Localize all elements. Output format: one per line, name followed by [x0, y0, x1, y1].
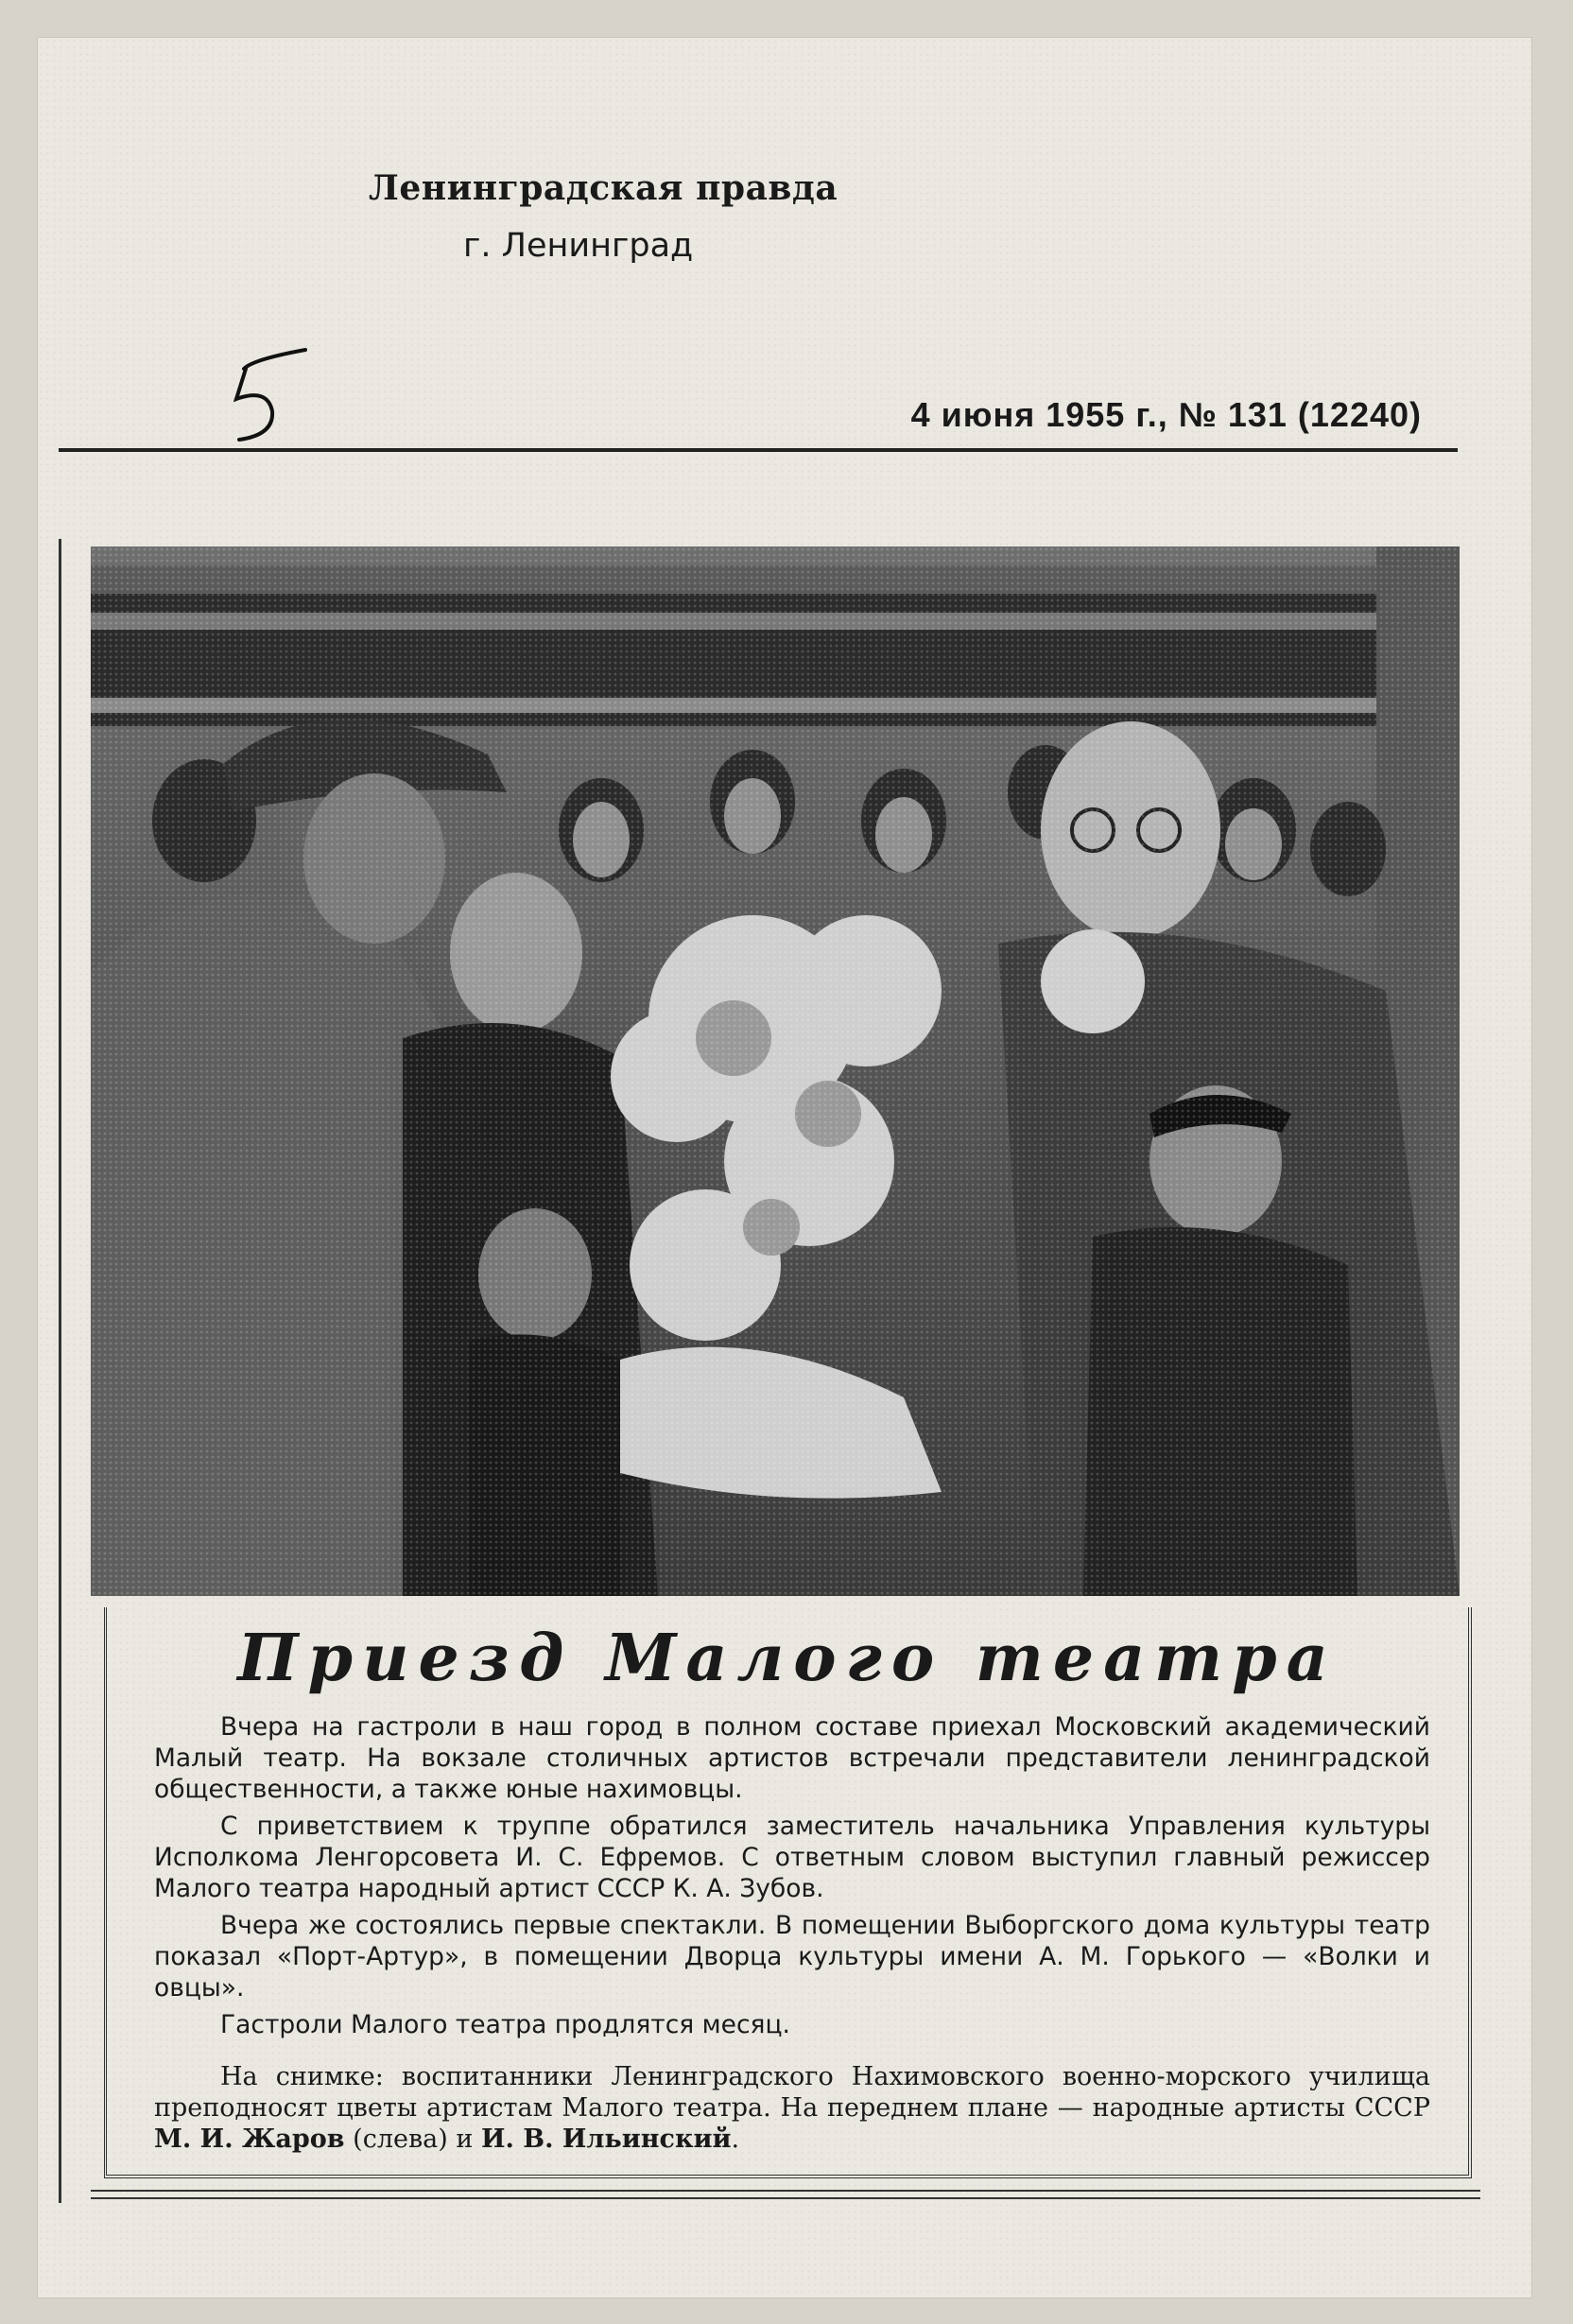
station-welcome-photo [91, 546, 1460, 1596]
article-paragraph: Гастроли Малого театра продлятся месяц. [220, 2010, 790, 2039]
article-paragraph: Вчера же состоялись первые спектакли. В помещении Выборгского дома культуры театр показал «Порт-Артур», в помещении Дворца культуры имени А. М. Горького — «Волки и овцы». [154, 1911, 1430, 2003]
caption-text: . [731, 2125, 740, 2154]
photo-caption [154, 2061, 1430, 2155]
handwritten-mark [225, 340, 315, 444]
article [104, 1607, 1472, 2178]
caption-lead: На снимке: [220, 2062, 384, 2091]
caption-name-ilyinsky: И. В. Ильинский [480, 2125, 732, 2154]
caption-name-zharov: М. И. Жаров [154, 2125, 345, 2154]
header-rule [59, 448, 1458, 452]
footer-rule [91, 2190, 1480, 2199]
article-headline: Приезд Малого театра [237, 1621, 1338, 1696]
article-body [154, 1711, 1430, 2046]
article-paragraph: Вчера на гастроли в наш город в полном составе приехал Московский академический Малый театр. На вокзале столичных артистов встречали представители ленинградской общественности, а также юные нахимовцы. [154, 1712, 1430, 1804]
caption-text: (слева) и [344, 2125, 481, 2154]
article-paragraph: С приветствием к труппе обратился заместитель начальника Управления культуры Исполкома Ленгорсовета И. С. Ефремов. С ответным словом выступил главный режиссер Малого театра народный артист СССР К. А. Зубов. [154, 1812, 1430, 1903]
issue-date-number: 4 июня 1955 г., № 131 (12240) [910, 395, 1422, 434]
city-stamp: г. Ленинград [463, 227, 694, 265]
caption-text: воспитанники Ленинградского Нахимовского военно-морского училища преподносят цветы артистам Малого театра. На переднем плане — народные артисты СССР [154, 2062, 1430, 2123]
newspaper-name-stamp: Ленинградская правда [369, 168, 838, 208]
